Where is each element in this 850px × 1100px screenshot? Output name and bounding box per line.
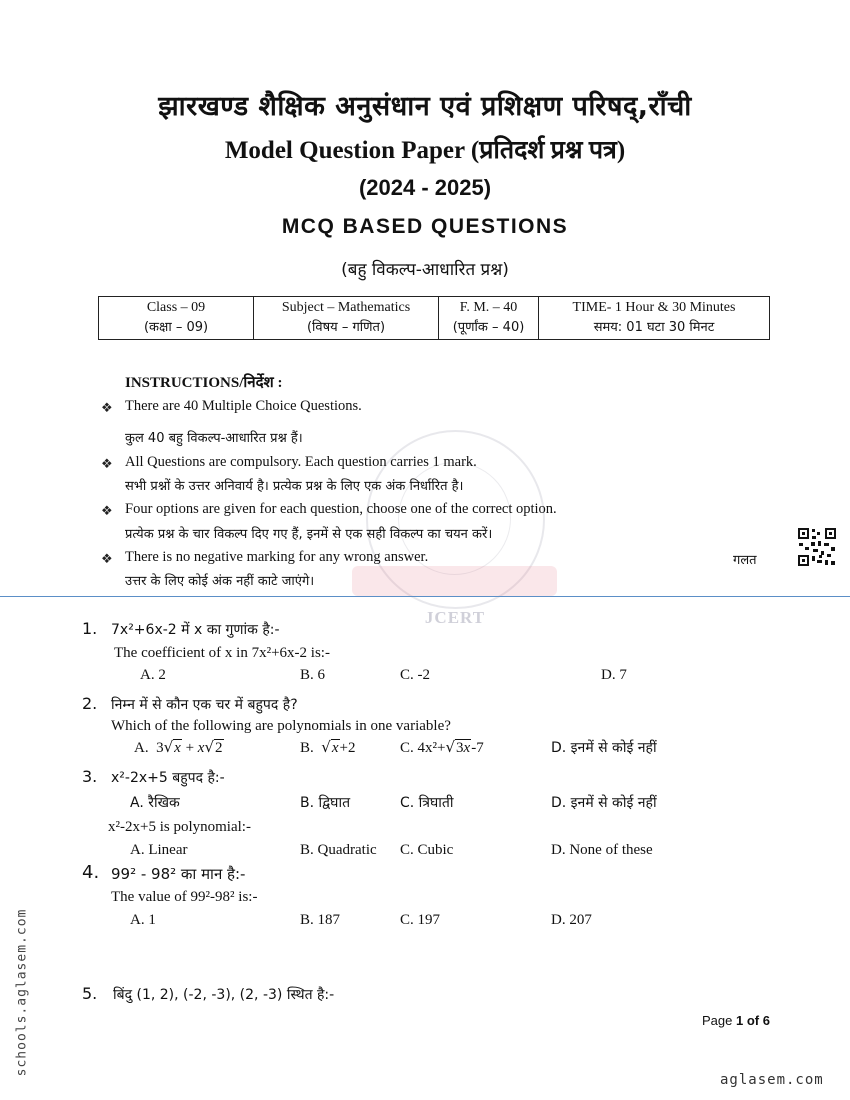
section-divider	[0, 596, 850, 597]
paper-title: Model Question Paper (प्रतिदर्श प्रश्न पत्र)	[224, 137, 626, 164]
instruction-en-2: All Questions are compulsory. Each question carries 1 mark.	[125, 454, 477, 470]
instruction-hi-2: सभी प्रश्नों के उत्तर अनिवार्य है। प्रत्येक प्रश्न के लिए एक अंक निर्धारित है।	[125, 479, 464, 494]
instruction-hi-4: उत्तर के लिए कोई अंक नहीं काटे जाएंगे।	[125, 574, 315, 589]
time-cell: TIME- 1 Hour & 30 Minutes समय: 01 घटा 30 मिनट	[539, 297, 770, 340]
question-1-english: The coefficient of x in 7x²+6x-2 is:-	[114, 645, 330, 661]
option-c: C. -2	[400, 667, 430, 683]
option-d: D. 7	[601, 667, 627, 683]
page-number: Page 1 of 6	[702, 1013, 770, 1028]
question-number: 5.	[82, 984, 98, 1003]
session-year: (2024 - 2025)	[358, 175, 492, 200]
question-number: 3.	[82, 767, 98, 786]
option-a: A. 1	[130, 912, 156, 928]
instruction-en-1: There are 40 Multiple Choice Questions.	[125, 398, 362, 414]
footer-site-url: aglasem.com	[720, 1072, 824, 1088]
option-d: D. इनमें से कोई नहीं	[551, 740, 657, 756]
subject-cell: Subject – Mathematics (विषय – गणित)	[254, 297, 439, 340]
mcq-heading-hindi: (बहु विकल्प-आधारित प्रश्न)	[341, 260, 509, 280]
instruction-hi-1: कुल 40 बहु विकल्प-आधारित प्रश्न हैं।	[125, 431, 303, 446]
option-c-hindi: C. त्रिघाती	[400, 795, 454, 811]
question-3-hindi: x²-2x+5 बहुपद है:-	[111, 770, 225, 786]
option-c: C. 4x²+√3x-7	[400, 738, 484, 756]
instruction-side-word: गलत	[733, 553, 757, 568]
qr-code-icon	[797, 527, 837, 567]
question-3-english: x²-2x+5 is polynomial:-	[108, 819, 251, 835]
jcert-watermark-text: JCERT	[424, 608, 486, 627]
option-b-english: B. Quadratic	[300, 842, 377, 858]
option-b: B. √x+2	[300, 738, 356, 756]
board-title: झारखण्ड शैक्षिक अनुसंधान एवं प्रशिक्षण परिषद्,राँची	[158, 91, 692, 122]
option-a-english: A. Linear	[130, 842, 188, 858]
question-5-hindi: बिंदु (1, 2), (-2, -3), (2, -3) स्थित है:-	[113, 987, 335, 1003]
question-2-english: Which of the following are polynomials in one variable?	[111, 718, 451, 734]
side-site-url: schools.aglasem.com	[14, 908, 30, 1077]
question-4-english: The value of 99²-98² is:-	[111, 889, 258, 905]
option-d-hindi: D. इनमें से कोई नहीं	[551, 795, 657, 811]
exam-info-table	[98, 296, 770, 340]
option-b: B. 6	[300, 667, 326, 683]
diamond-bullet-icon: ❖	[101, 400, 113, 415]
instruction-en-3: Four options are given for each question, choose one of the correct option.	[125, 501, 557, 517]
class-cell: Class – 09 (कक्षा – 09)	[99, 297, 254, 340]
option-d: D. 207	[551, 912, 592, 928]
option-b: B. 187	[300, 912, 341, 928]
math-expression: 3√x + x√2	[152, 738, 223, 756]
diamond-bullet-icon: ❖	[101, 551, 113, 566]
jcert-watermark-ribbon	[352, 566, 557, 596]
question-number: 1.	[82, 619, 98, 638]
option-d-english: D. None of these	[551, 842, 653, 858]
option-a-hindi: A. रैखिक	[130, 795, 180, 811]
option-c: C. 197	[400, 912, 441, 928]
instruction-hi-3: प्रत्येक प्रश्न के चार विकल्प दिए गए हैं, इनमें से एक सही विकल्प का चयन करें।	[125, 527, 493, 542]
question-1-hindi: 7x²+6x-2 में x का गुणांक है:-	[111, 622, 280, 638]
instructions-title: INSTRUCTIONS/निर्देश :	[125, 375, 283, 391]
math-expression: √x	[321, 738, 339, 756]
option-c-english: C. Cubic	[400, 842, 454, 858]
question-4-hindi: 99² - 98² का मान है:-	[111, 865, 246, 883]
option-a: A. 2	[140, 667, 166, 683]
question-2-hindi: निम्न में से कौन एक चर में बहुपद है?	[111, 697, 298, 713]
mcq-heading: MCQ BASED QUESTIONS	[281, 215, 569, 238]
instruction-en-4: There is no negative marking for any wrong answer.	[125, 549, 429, 565]
question-number: 2.	[82, 694, 98, 713]
diamond-bullet-icon: ❖	[101, 456, 113, 471]
diamond-bullet-icon: ❖	[101, 503, 113, 518]
option-b-hindi: B. द्विघात	[300, 795, 351, 811]
question-number: 4.	[82, 862, 100, 883]
option-a: A. 3√x + x√2	[134, 738, 223, 756]
full-marks-cell: F. M. – 40 (पूर्णांक – 40)	[439, 297, 539, 340]
math-expression: √3x	[445, 738, 471, 756]
